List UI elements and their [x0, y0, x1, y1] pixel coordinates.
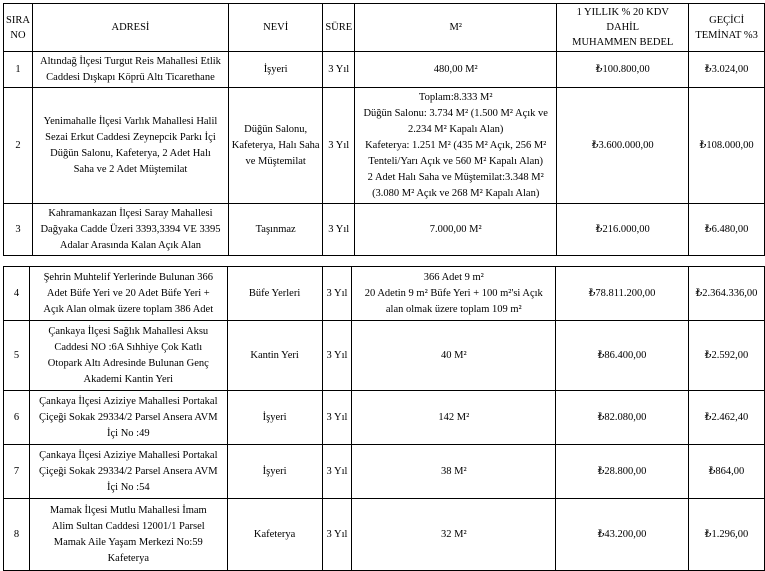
table-row	[4, 321, 765, 391]
cell-bedel: ₺43.200,00	[556, 499, 689, 571]
header-sure: SÜRE	[323, 4, 355, 52]
cell-bedel: ₺3.600.000,00	[557, 88, 689, 204]
cell-m2: Toplam:8.333 M² Düğün Salonu: 3.734 M² (1.500 M² Açık ve 2.234 M² Kapalı Alan) Kafeterya: 1.251 M² (435 M² Açık, 256 M² Tenteli/Yarı Açık ve 560 M² Kapalı Alan) 2 Adet Halı Saha ve Müştemilat:3.348 M² (3.080 M² Açık ve 268 M² Kapalı Alan)	[355, 88, 557, 204]
cell-m2: 366 Adet 9 m² 20 Adetin 9 m² Büfe Yeri + 100 m²'si Açık alan olmak üzere toplam 109 m²	[352, 267, 556, 321]
cell-nevi: Büfe Yerleri	[227, 267, 322, 321]
cell-sure: 3 Yıl	[323, 52, 355, 88]
cell-sure: 3 Yıl	[322, 267, 352, 321]
cell-no: 1	[4, 52, 33, 88]
cell-teminat: ₺1.296,00	[688, 499, 764, 571]
cell-bedel: ₺100.800,00	[557, 52, 689, 88]
cell-m2: 480,00 M²	[355, 52, 557, 88]
cell-adres: Yenimahalle İlçesi Varlık Mahallesi Halil Sezai Erkut Caddesi Zeynepcik Parkı İçi Düğün Salonu, Kafeterya, 2 Adet Halı Saha ve 2 Adet Müştemilat	[32, 88, 228, 204]
cell-sure: 3 Yıl	[322, 499, 352, 571]
cell-bedel: ₺82.080,00	[556, 391, 689, 445]
cell-nevi: İşyeri	[228, 52, 322, 88]
tender-table-part-1	[3, 3, 765, 256]
cell-teminat: ₺3.024,00	[689, 52, 765, 88]
cell-teminat: ₺2.462,40	[688, 391, 764, 445]
cell-sure: 3 Yıl	[322, 321, 352, 391]
table-row	[4, 204, 765, 256]
cell-no: 8	[4, 499, 30, 571]
cell-bedel: ₺86.400,00	[556, 321, 689, 391]
cell-adres: Çankaya İlçesi Aziziye Mahallesi Portakal Çiçeği Sokak 29334/2 Parsel Ansera AVM İçi No :49	[29, 391, 227, 445]
cell-teminat: ₺6.480,00	[689, 204, 765, 256]
cell-no: 3	[4, 204, 33, 256]
table-row	[4, 391, 765, 445]
cell-nevi: İşyeri	[227, 445, 322, 499]
cell-bedel: ₺28.800,00	[556, 445, 689, 499]
cell-nevi: Kafeterya	[227, 499, 322, 571]
cell-no: 5	[4, 321, 30, 391]
cell-no: 4	[4, 267, 30, 321]
header-sira-no: SIRA NO	[4, 4, 33, 52]
cell-m2: 32 M²	[352, 499, 556, 571]
cell-nevi: İşyeri	[227, 391, 322, 445]
header-adres: ADRESİ	[32, 4, 228, 52]
cell-teminat: ₺864,00	[688, 445, 764, 499]
cell-m2: 38 M²	[352, 445, 556, 499]
cell-adres: Çankaya İlçesi Aziziye Mahallesi Portakal Çiçeği Sokak 29334/2 Parsel Ansera AVM İçi No :54	[29, 445, 227, 499]
cell-no: 2	[4, 88, 33, 204]
cell-adres: Şehrin Muhtelif Yerlerinde Bulunan 366 Adet Büfe Yeri ve 20 Adet Büfe Yeri + Açık Alan olmak üzere toplam 386 Adet	[29, 267, 227, 321]
cell-adres: Altındağ İlçesi Turgut Reis Mahallesi Etlik Caddesi Dışkapı Köprü Altı Ticarethane	[32, 52, 228, 88]
header-gecici-teminat: GEÇİCİ TEMİNAT %3	[689, 4, 765, 52]
cell-sure: 3 Yıl	[323, 88, 355, 204]
cell-adres: Çankaya İlçesi Sağlık Mahallesi Aksu Caddesi NO :6A Sıhhiye Çok Katlı Otopark Altı Adresinde Bulunan Genç Akademi Kantin Yeri	[29, 321, 227, 391]
table-row	[4, 499, 765, 571]
table-header-row	[4, 4, 765, 52]
cell-teminat: ₺108.000,00	[689, 88, 765, 204]
table-row	[4, 52, 765, 88]
cell-no: 7	[4, 445, 30, 499]
table-row	[4, 445, 765, 499]
cell-m2: 7.000,00 M²	[355, 204, 557, 256]
cell-bedel: ₺216.000,00	[557, 204, 689, 256]
cell-sure: 3 Yıl	[322, 391, 352, 445]
cell-nevi: Düğün Salonu, Kafeterya, Halı Saha ve Müştemilat	[228, 88, 322, 204]
cell-adres: Kahramankazan İlçesi Saray Mahallesi Dağyaka Cadde Üzeri 3393,3394 VE 3395 Adalar Arasında Kalan Açık Alan	[32, 204, 228, 256]
header-muhammen-bedel: 1 YILLIK % 20 KDV DAHİL MUHAMMEN BEDEL	[557, 4, 689, 52]
cell-sure: 3 Yıl	[323, 204, 355, 256]
table-row	[4, 267, 765, 321]
cell-teminat: ₺2.592,00	[688, 321, 764, 391]
cell-m2: 40 M²	[352, 321, 556, 391]
tender-table-part-2	[3, 266, 765, 571]
cell-no: 6	[4, 391, 30, 445]
cell-teminat: ₺2.364.336,00	[688, 267, 764, 321]
cell-nevi: Kantin Yeri	[227, 321, 322, 391]
header-m2: M²	[355, 4, 557, 52]
cell-nevi: Taşınmaz	[228, 204, 322, 256]
cell-bedel: ₺78.811.200,00	[556, 267, 689, 321]
table-row	[4, 88, 765, 204]
cell-adres: Mamak İlçesi Mutlu Mahallesi İmam Alim Sultan Caddesi 12001/1 Parsel Mamak Aile Yaşam Merkezi No:59 Kafeterya	[29, 499, 227, 571]
cell-sure: 3 Yıl	[322, 445, 352, 499]
cell-m2: 142 M²	[352, 391, 556, 445]
header-nevi: NEVİ	[228, 4, 322, 52]
